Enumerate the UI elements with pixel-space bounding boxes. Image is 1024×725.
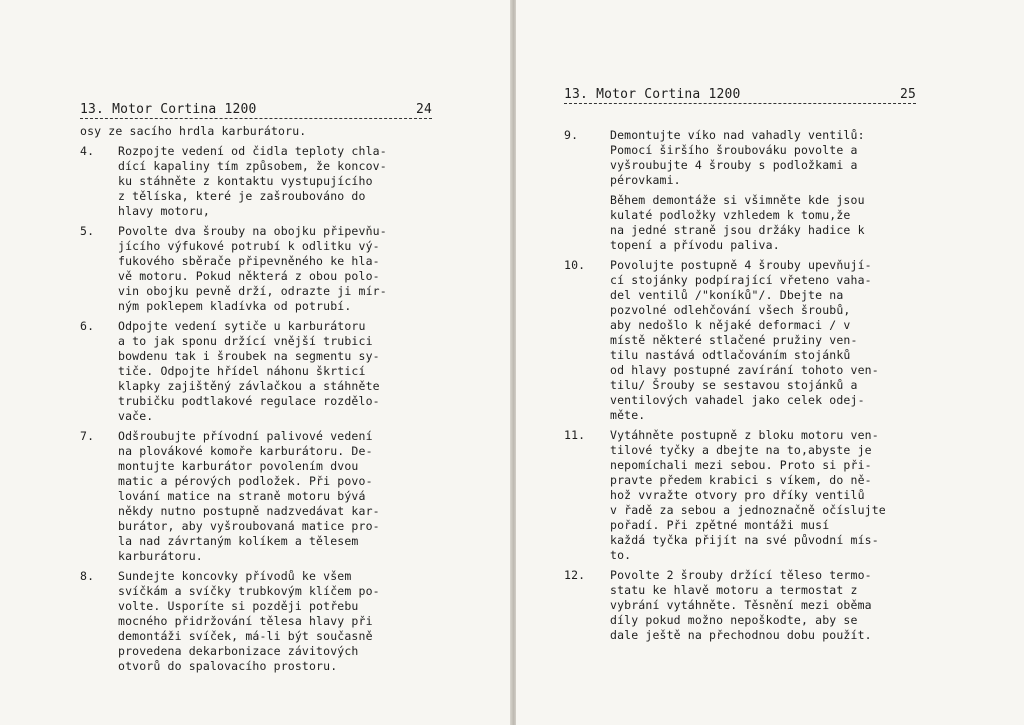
text-line: mocného přidržování tělesa hlavy při — [118, 614, 373, 628]
instruction-paragraph — [80, 224, 440, 314]
text-line: Povolujte postupně 4 šrouby upevňují- — [610, 258, 872, 272]
text-line: trubičku podtlakové regulace rozdělo- — [118, 394, 380, 408]
step-number: 10. — [564, 258, 586, 272]
text-line: karburátoru. — [118, 549, 203, 563]
text-line: Vytáhněte postupně z bloku motoru ven- — [610, 428, 879, 442]
text-line: a to jak sponu držící vnější trubici — [118, 334, 373, 348]
text-line: tilu/ Šrouby se sestavou stojánků a — [610, 378, 858, 392]
page-body — [80, 124, 440, 679]
text-line: lování matice na straně motoru bývá — [118, 489, 366, 503]
text-line: kulaté podložky vzhledem k tomu,že — [610, 208, 851, 222]
text-line: dale ještě na přechodnou dobu použít. — [610, 628, 872, 642]
text-line: Demontujte víko nad vahadly ventilů: — [610, 128, 865, 142]
text-line: montujte karburátor povolením dvou — [118, 459, 359, 473]
instruction-paragraph — [80, 144, 440, 219]
text-line: Povolte dva šrouby na obojku připevňu- — [118, 224, 387, 238]
step-number: 9. — [564, 128, 579, 142]
text-line: klapky zajištěný závlačkou a stáhněte — [118, 379, 380, 393]
header-title: 13. Motor Cortina 1200 — [80, 102, 257, 117]
page-header — [564, 87, 916, 104]
text-line: z tělíska, které je zašroubováno do — [118, 189, 366, 203]
text-line: tilu nastává odtlačováním stojánků — [610, 348, 851, 362]
step-number: 11. — [564, 428, 586, 442]
text-line: Během demontáže si všimněte kde jsou — [610, 193, 865, 207]
text-line: díly pokud možno nepoškodte, aby se — [610, 613, 858, 627]
text-line: topení a přívodu paliva. — [610, 238, 780, 252]
step-number: 5. — [80, 224, 95, 238]
text-line: hlavy motoru, — [118, 204, 210, 218]
right-page — [516, 0, 1024, 725]
instruction-paragraph — [564, 258, 936, 423]
text-line: vače. — [118, 409, 154, 423]
text-line: hož vvražte otvory pro dříky ventilů — [610, 488, 865, 502]
page-body — [564, 128, 936, 648]
text-line: vybrání vytáhněte. Těsnění mezi oběma — [610, 598, 872, 612]
instruction-paragraph — [564, 128, 936, 188]
step-number: 4. — [80, 144, 95, 158]
text-line: Sundejte koncovky přívodů ke všem — [118, 569, 352, 583]
page-number: 25 — [899, 87, 916, 102]
text-line: Rozpojte vedení od čidla teploty chla- — [118, 144, 387, 158]
instruction-paragraph — [564, 428, 936, 563]
text-line: v řadě za sebou a jednoznačně očíslujte — [610, 503, 886, 517]
text-line: vě motoru. Pokud některá z obou polo- — [118, 269, 380, 283]
text-line: pozvolné odlehčování všech šroubů, — [610, 303, 851, 317]
text-line: tilové tyčky a dbejte na to,abyste je — [610, 443, 872, 457]
text-line: od hlavy postupné zavírání tohoto ven- — [610, 363, 879, 377]
text-line: tiče. Odpojte hřídel náhonu škrticí — [118, 364, 366, 378]
text-line: Odpojte vedení sytiče u karburátoru — [118, 319, 366, 333]
text-line: Pomocí širšího šroubováku povolte a — [610, 143, 858, 157]
text-line: burátor, aby vyšroubovaná matice pro- — [118, 519, 380, 533]
text-line: Odšroubujte přívodní palivové vedení — [118, 429, 373, 443]
text-line: volte. Usporíte si později potřebu — [118, 599, 359, 613]
text-line: pravte předem krabici s víkem, do ně- — [610, 473, 872, 487]
text-line: někdy nutno postupně nadzvedávat kar- — [118, 504, 380, 518]
text-line: měte. — [610, 408, 646, 422]
text-line: každá tyčka přijít na své původní mís- — [610, 533, 879, 547]
text-line: svíčkám a svíčky trubkovým klíčem po- — [118, 584, 380, 598]
text-line: vin obojku pevně drží, odrazte ji mír- — [118, 284, 387, 298]
step-number: 6. — [80, 319, 95, 333]
text-line: jícího výfukové potrubí k odlitku vý- — [118, 239, 380, 253]
text-line: ventilových vahadel jako celek odej- — [610, 393, 865, 407]
text-line: ku stáhněte z kontaktu vystupujícího — [118, 174, 373, 188]
text-line: aby nedošlo k nějaké deformaci / v — [610, 318, 851, 332]
text-line: demontáži svíček, má-li být současně — [118, 629, 373, 643]
header-title: 13. Motor Cortina 1200 — [564, 87, 741, 102]
text-line: fukového sběrače připevněného ke hla- — [118, 254, 380, 268]
text-line: ným poklepem kladívka od potrubí. — [118, 299, 352, 313]
page-header — [80, 102, 432, 119]
step-number: 7. — [80, 429, 95, 443]
text-line: místě některé stlačené pružiny ven- — [610, 333, 858, 347]
text-line: pořadí. Při zpětné montáži musí — [610, 518, 830, 532]
instruction-paragraph — [564, 193, 936, 253]
text-line: statu ke hlavě motoru a termostat z — [610, 583, 858, 597]
instruction-paragraph — [564, 568, 936, 643]
text-line: nepomíchali mezi sebou. Proto si při- — [610, 458, 872, 472]
text-line: del ventilů /"koníků"/. Dbejte na — [610, 288, 844, 302]
text-line: to. — [610, 548, 632, 562]
text-line: bowdenu tak i šroubek na segmentu sy- — [118, 349, 380, 363]
text-line: osy ze sacího hrdla karburátoru. — [80, 124, 307, 138]
text-line: otvorů do spalovacího prostoru. — [118, 659, 338, 673]
text-line: na jedné straně jsou držáky hadice k — [610, 223, 865, 237]
text-line: Povolte 2 šrouby držící těleso termo- — [610, 568, 872, 582]
instruction-paragraph — [80, 569, 440, 674]
text-line: la nad závrtaným kolíkem a tělesem — [118, 534, 359, 548]
text-line: pérovkami. — [610, 173, 681, 187]
text-line: vyšroubujte 4 šrouby s podložkami a — [610, 158, 858, 172]
instruction-paragraph — [80, 319, 440, 424]
page-number: 24 — [415, 102, 432, 117]
step-number: 12. — [564, 568, 586, 582]
text-line: dící kapaliny tím způsobem, že koncov- — [118, 159, 387, 173]
instruction-paragraph — [80, 124, 440, 139]
instruction-paragraph — [80, 429, 440, 564]
text-line: provedena dekarbonizace závitových — [118, 644, 359, 658]
step-number: 8. — [80, 569, 95, 583]
text-line: cí stojánky podpírající vřeteno vaha- — [610, 273, 872, 287]
text-line: matic a pérových podložek. Při povo- — [118, 474, 373, 488]
text-line: na plovákové komoře karburátoru. De- — [118, 444, 373, 458]
